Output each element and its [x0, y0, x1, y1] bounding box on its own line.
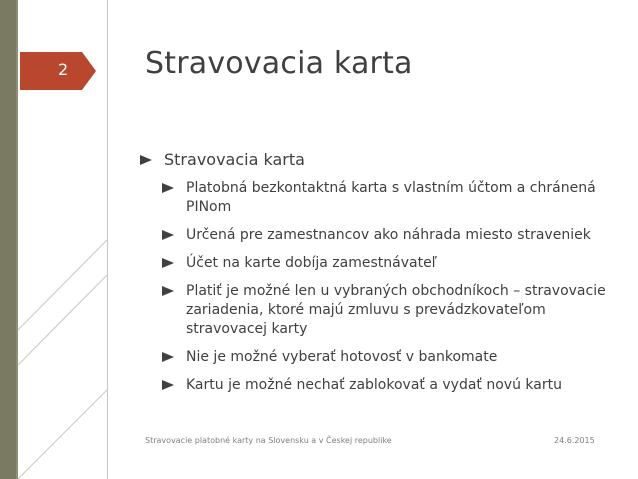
arrow-bullet-icon — [162, 380, 174, 390]
sub-bullet-text: Platiť je možné len u vybraných obchodníkoch – stravovacie zariadenia, ktoré majú zmluvu s prevádzkovateľom stravovacej karty — [186, 283, 606, 337]
footer-date: 24.6.2015 — [554, 436, 595, 445]
sub-bullet-text: Kartu je možné nechať zablokovať a vydať novú kartu — [186, 377, 562, 393]
sub-bullet-text: Určená pre zamestnancov ako náhrada miesto straveniek — [186, 227, 591, 243]
sub-bullet — [162, 254, 610, 273]
sub-bullet — [162, 282, 610, 339]
sub-bullet — [162, 226, 610, 245]
slide-title: Stravovacia karta — [145, 46, 413, 81]
arrow-bullet-icon — [140, 155, 152, 165]
slide-number: 2 — [58, 60, 69, 79]
arrow-bullet-icon — [162, 286, 174, 296]
arrow-bullet-icon — [162, 230, 174, 240]
sub-bullet — [162, 376, 610, 395]
slide-number-tag — [20, 52, 96, 90]
sub-bullet-text: Platobná bezkontaktná karta s vlastním účtom a chránená PINom — [186, 180, 596, 215]
footer-text: Stravovacie platobné karty na Slovensku a v Českej republike — [145, 436, 392, 445]
sub-bullet — [162, 348, 610, 367]
sub-bullet — [162, 179, 610, 217]
content-body — [140, 150, 610, 404]
arrow-bullet-icon — [162, 258, 174, 268]
arrow-bullet-icon — [162, 183, 174, 193]
sub-bullet-text: Nie je možné vyberať hotovosť v bankomate — [186, 349, 498, 365]
sub-bullet-text: Účet na karte dobíja zamestnávateľ — [186, 255, 437, 271]
main-bullet-text: Stravovacia karta — [164, 150, 305, 169]
main-bullet — [140, 150, 610, 169]
arrow-bullet-icon — [162, 352, 174, 362]
